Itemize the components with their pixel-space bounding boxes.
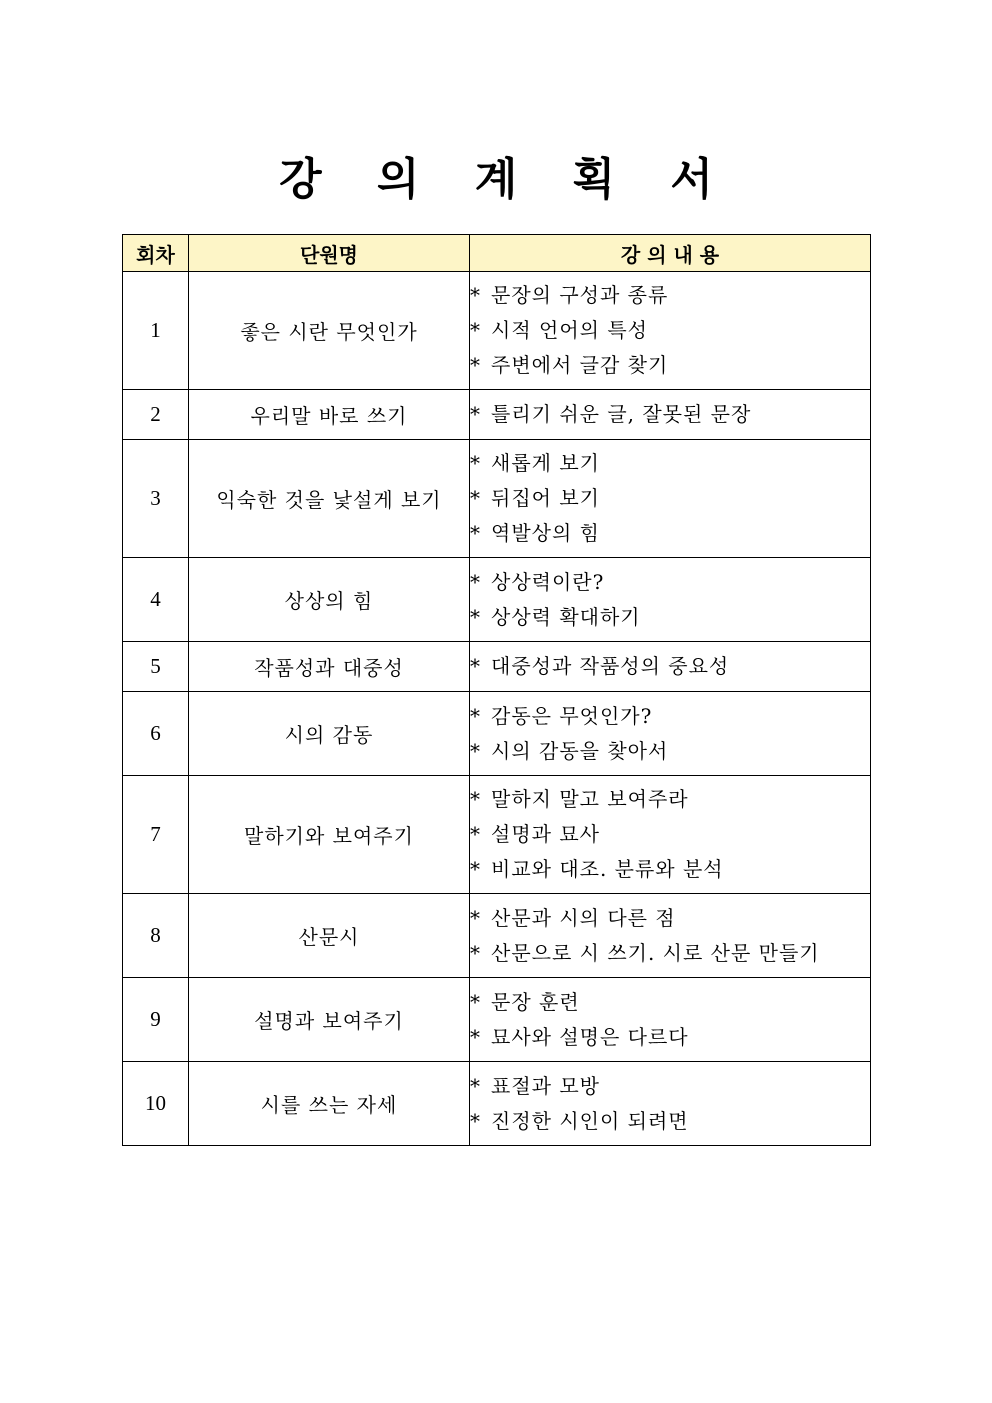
bullet-marker: * [470,738,481,763]
content-item [470,516,870,551]
bullet-marker: * [470,283,481,307]
unit-name: 작품성과 대중성 [189,642,470,692]
content-item [470,817,870,852]
table-row [123,272,871,390]
content-item-text: 감동은 무엇인가? [491,703,653,728]
session-number: 8 [123,894,189,978]
bullet-marker: * [470,451,481,475]
lecture-content [470,978,871,1062]
lecture-plan-table [122,234,871,1146]
bullet-marker: * [470,1024,481,1049]
content-item-text: 비교와 대조. 분류와 분석 [491,857,724,881]
content-item [470,397,870,432]
lecture-content [470,776,871,894]
table-body [123,272,871,1146]
table-row [123,440,871,558]
bullet-marker: * [470,604,481,629]
content-item [470,278,870,313]
content-item-text: 시적 언어의 특성 [491,318,648,342]
session-number: 1 [123,272,189,390]
content-item-text: 새롭게 보기 [491,451,600,475]
header-content: 강 의 내 용 [470,235,871,272]
content-item-text: 주변에서 글감 찾기 [491,353,669,377]
unit-name: 말하기와 보여주기 [189,776,470,894]
bullet-marker: * [470,353,481,377]
content-item-text: 산문으로 시 쓰기. 시로 산문 만들기 [491,940,820,965]
content-item-text: 역발상의 힘 [491,521,600,545]
header-unit: 단원명 [189,235,470,272]
content-item [470,734,870,769]
bullet-marker: * [470,486,481,510]
content-item [470,313,870,348]
content-item [470,852,870,887]
lecture-content [470,558,871,642]
bullet-marker: * [470,318,481,342]
table-row [123,558,871,642]
content-item-text: 진정한 시인이 되려면 [491,1108,689,1133]
lecture-content [470,894,871,978]
table-row [123,642,871,692]
content-item-text: 상상력 확대하기 [491,604,641,629]
session-number: 7 [123,776,189,894]
content-item [470,699,870,734]
bullet-marker: * [470,521,481,545]
content-item [470,446,870,481]
content-item-text: 말하지 말고 보여주라 [491,787,689,811]
bullet-marker: * [470,857,481,881]
content-item-text: 뒤집어 보기 [491,486,600,510]
session-number: 9 [123,978,189,1062]
lecture-content [470,642,871,692]
table-row [123,978,871,1062]
table-header-row [123,235,871,272]
bullet-marker: * [470,905,481,930]
unit-name: 시를 쓰는 자세 [189,1062,470,1146]
unit-name: 시의 감동 [189,692,470,776]
content-item [470,649,870,684]
content-item-text: 상상력이란? [491,569,605,594]
unit-name: 설명과 보여주기 [189,978,470,1062]
table-row [123,776,871,894]
content-item-text: 산문과 시의 다른 점 [491,905,676,930]
unit-name: 상상의 힘 [189,558,470,642]
content-item [470,565,870,600]
document-title: 강 의 계 획 서 [279,154,733,205]
bullet-marker: * [470,654,481,678]
table-row [123,1062,871,1146]
table-row [123,390,871,440]
content-item [470,600,870,635]
content-item-text: 틀리기 쉬운 글, 잘못된 문장 [491,402,752,426]
bullet-marker: * [470,940,481,965]
bullet-marker: * [470,1073,481,1098]
bullet-marker: * [470,822,481,846]
content-item [470,481,870,516]
session-number: 3 [123,440,189,558]
bullet-marker: * [470,1108,481,1133]
lecture-content [470,692,871,776]
bullet-marker: * [470,787,481,811]
content-item-text: 문장 훈련 [491,989,580,1014]
bullet-marker: * [470,569,481,594]
content-item-text: 묘사와 설명은 다르다 [491,1024,689,1049]
content-item-text: 문장의 구성과 종류 [491,283,669,307]
unit-name: 산문시 [189,894,470,978]
bullet-marker: * [470,402,481,426]
lecture-content [470,440,871,558]
lecture-content [470,272,871,390]
bullet-marker: * [470,989,481,1014]
session-number: 5 [123,642,189,692]
session-number: 6 [123,692,189,776]
content-item-text: 표절과 모방 [491,1073,600,1098]
content-item [470,1104,870,1139]
content-item-text: 설명과 묘사 [491,822,600,846]
table-row [123,894,871,978]
content-item [470,348,870,383]
lecture-content [470,1062,871,1146]
header-session: 회차 [123,235,189,272]
bullet-marker: * [470,703,481,728]
content-item [470,936,870,971]
content-item [470,985,870,1020]
session-number: 4 [123,558,189,642]
content-item [470,1020,870,1055]
session-number: 2 [123,390,189,440]
session-number: 10 [123,1062,189,1146]
table-row [123,692,871,776]
unit-name: 우리말 바로 쓰기 [189,390,470,440]
content-item-text: 대중성과 작품성의 중요성 [491,654,730,678]
lecture-content [470,390,871,440]
unit-name: 익숙한 것을 낯설게 보기 [189,440,470,558]
content-item [470,782,870,817]
content-item-text: 시의 감동을 찾아서 [491,738,669,763]
content-item [470,1069,870,1104]
unit-name: 좋은 시란 무엇인가 [189,272,470,390]
content-item [470,901,870,936]
